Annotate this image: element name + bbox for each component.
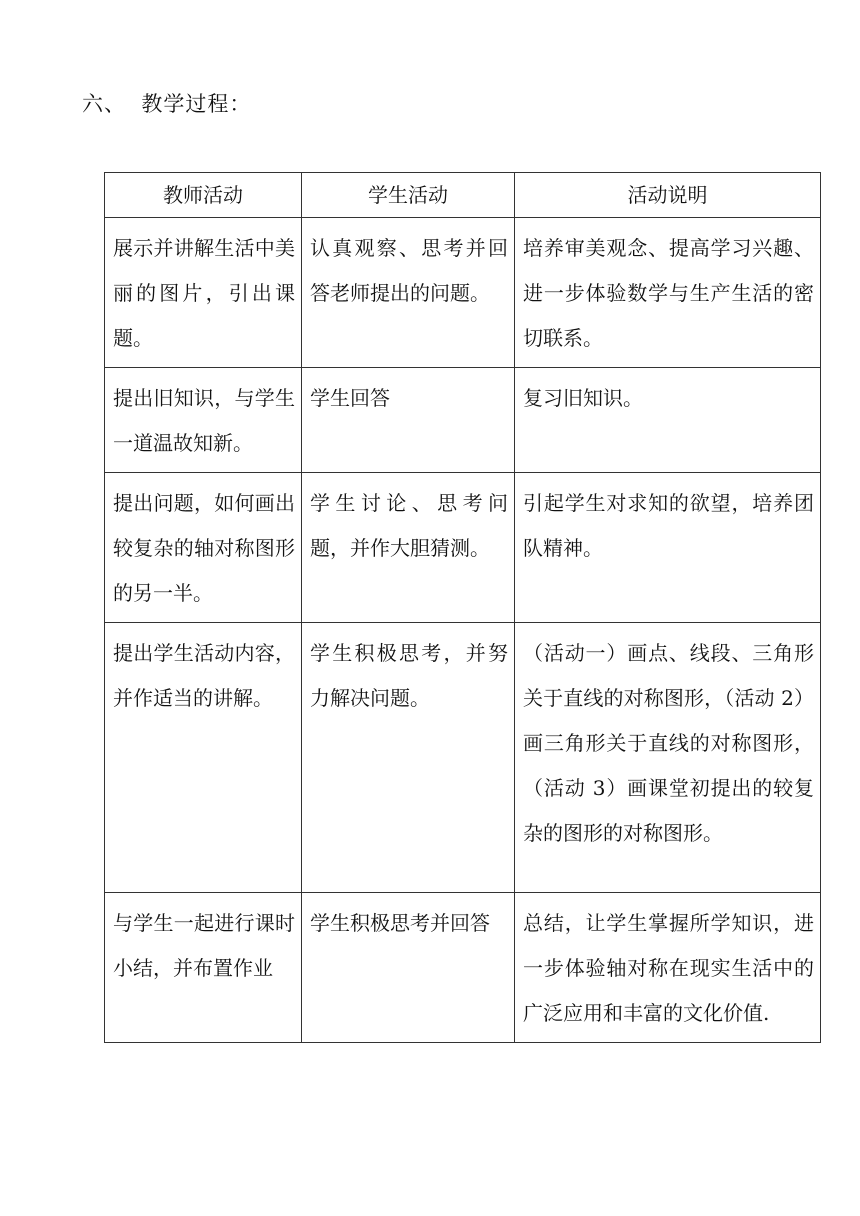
activity-note-cell: 引起学生对求知的欲望，培养团队精神。 — [515, 473, 821, 623]
teacher-activity-cell: 提出学生活动内容，并作适当的讲解。 — [105, 623, 302, 893]
teacher-activity-cell: 提出旧知识，与学生一道温故知新。 — [105, 368, 302, 473]
activity-note-cell: 培养审美观念、提高学习兴趣、进一步体验数学与生产生活的密切联系。 — [515, 218, 821, 368]
table-row — [105, 623, 821, 893]
teacher-activity-cell: 展示并讲解生活中美丽的图片，引出课题。 — [105, 218, 302, 368]
student-activity-cell: 学生积极思考，并努力解决问题。 — [302, 623, 515, 893]
teacher-activity-cell: 与学生一起进行课时小结，并布置作业 — [105, 893, 302, 1043]
teacher-activity-cell: 提出问题，如何画出较复杂的轴对称图形的另一半。 — [105, 473, 302, 623]
table-row — [105, 218, 821, 368]
table-row — [105, 473, 821, 623]
student-activity-cell: 认真观察、思考并回答老师提出的问题。 — [302, 218, 515, 368]
section-title: 教学过程： — [141, 92, 252, 116]
header-student-activity: 学生活动 — [302, 173, 515, 218]
table-row — [105, 368, 821, 473]
activity-note-cell: （活动一）画点、线段、三角形关于直线的对称图形，（活动 2）画三角形关于直线的对称图形，（活动 3）画课堂初提出的较复杂的图形的对称图形。 — [515, 623, 821, 893]
table-row — [105, 893, 821, 1043]
student-activity-cell: 学生积极思考并回答 — [302, 893, 515, 1043]
header-activity-note: 活动说明 — [515, 173, 821, 218]
student-activity-cell: 学生回答 — [302, 368, 515, 473]
header-teacher-activity: 教师活动 — [105, 173, 302, 218]
teaching-process-table — [104, 172, 821, 1043]
section-heading — [82, 88, 251, 118]
section-number: 六、 — [82, 92, 126, 116]
table-header-row — [105, 173, 821, 218]
activity-note-cell: 总结，让学生掌握所学知识，进一步体验轴对称在现实生活中的广泛应用和丰富的文化价值. — [515, 893, 821, 1043]
activity-note-cell: 复习旧知识。 — [515, 368, 821, 473]
student-activity-cell: 学生讨论、思考问题，并作大胆猜测。 — [302, 473, 515, 623]
